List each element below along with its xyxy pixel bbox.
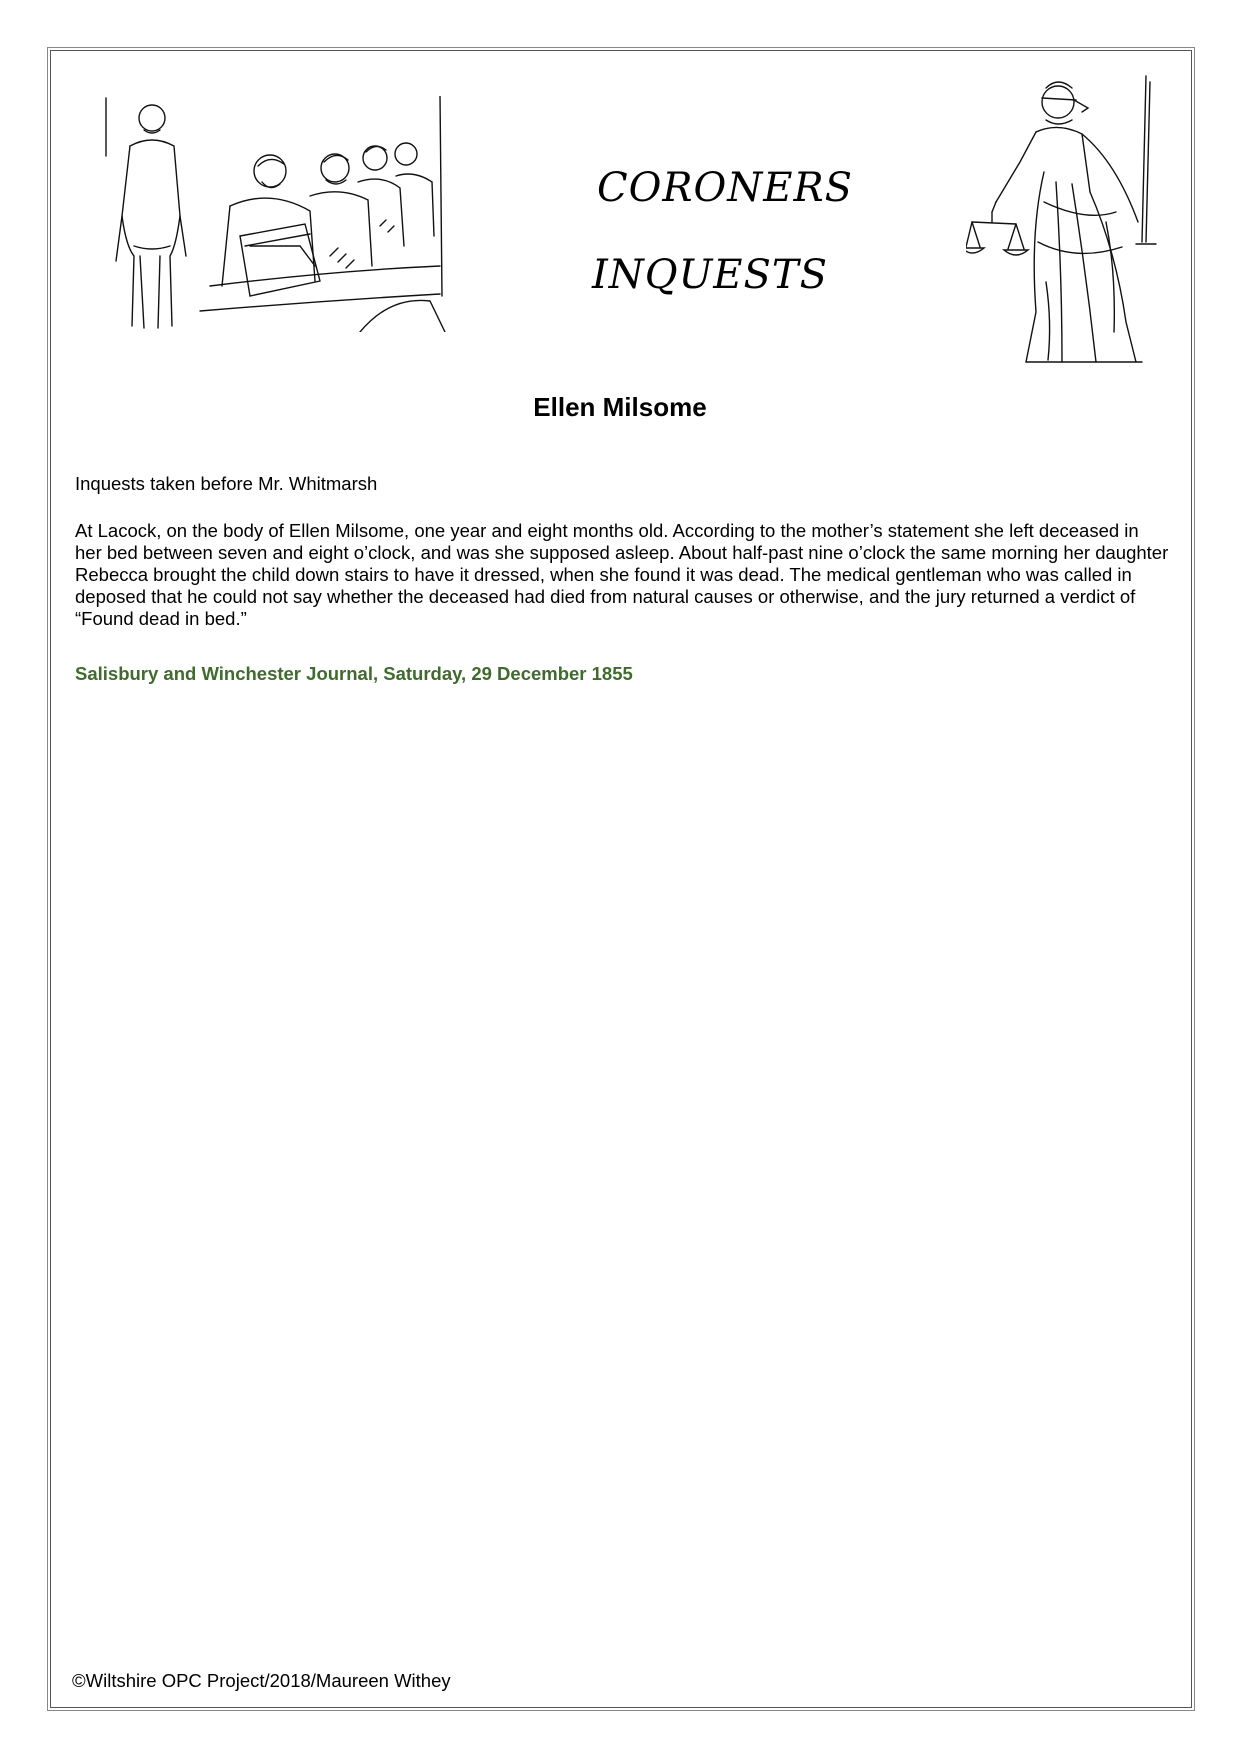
intro-line: Inquests taken before Mr. Whitmarsh [75, 473, 378, 494]
document-title-line-1: CORONERS [597, 165, 854, 211]
courtroom-sketch-icon [100, 96, 450, 332]
lady-justice-icon [966, 72, 1162, 368]
subject-heading: Ellen Milsome [533, 392, 707, 422]
source-citation: Salisbury and Winchester Journal, Saturday, 29 December 1855 [75, 663, 633, 684]
body-paragraph: At Lacock, on the body of Ellen Milsome, one year and eight months old. According to the mother’s statement she left deceased in her bed between seven and eight o’clock, and was she supposed asleep. About half-past nine o’clock the same morning her daughter Rebecca brought the child down stairs to have it dressed, when she found it was dead. The medical gentleman who was called in deposed that he could not say whether the deceased had died from natural causes or otherwise, and the jury returned a verdict of “Found dead in bed.” [75, 520, 1169, 629]
document-title-line-2: INQUESTS [592, 252, 828, 298]
footer-copyright: ©Wiltshire OPC Project/2018/Maureen Withey [72, 1670, 451, 1691]
